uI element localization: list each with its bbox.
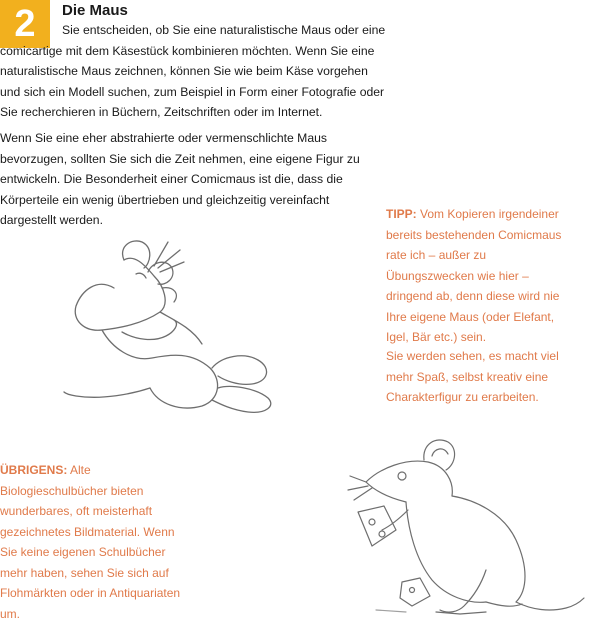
tip-text: Vom Kopieren irgendeiner bereits bestehenden Comicmaus rate ich – außer zu Übungszwecken wie hier – dringend ab, denn diese wird nie Ihre eigene Maus (oder Elefant, Igel, Bär etc.) sein. xyxy=(386,207,562,344)
section-title: Die Maus xyxy=(62,2,128,19)
tip-box xyxy=(386,204,576,348)
intro-text: Sie entscheiden, ob Sie eine naturalistische Maus oder eine comicartige mit dem Käsestück kombinieren möchten. Wenn Sie eine naturalistische Maus zeichnen, können Sie wie beim Käse vorgehen und sich ein Modell suchen, zum Beispiel in Form einer Fotografie oder Sie recherchieren in Büchern, Zeitschriften oder im Internet. xyxy=(0,23,386,119)
note-box xyxy=(0,460,190,624)
note-label: ÜBRIGENS: xyxy=(0,463,68,477)
note-text: Alte Biologieschulbücher bieten wunderbares, oft meisterhaft gezeichnetes Bildmaterial. Wenn Sie keine eigenen Schulbücher mehr haben, sehen Sie sich auf Flohmärkten oder in Antiquariaten um. xyxy=(0,463,181,621)
tip-label: TIPP: xyxy=(386,207,417,221)
tip-box-continued: Sie werden sehen, es macht viel mehr Spaß, selbst kreativ eine Charakterfigur zu erarbeiten. xyxy=(386,349,559,404)
step-number: 2 xyxy=(14,2,36,45)
body-paragraph: Wenn Sie eine eher abstrahierte oder vermenschlichte Maus bevorzugen, sollten Sie sich die Zeit nehmen, eine eigene Figur zu entwickeln. Die Besonderheit einer Comicmaus ist die, dass die Körperteile ein wenig übertrieben und gleichzeitig vereinfacht dargestellt werden. xyxy=(0,131,360,227)
realistic-mouse-with-cheese-sketch xyxy=(336,430,586,630)
intro-paragraph xyxy=(0,20,388,123)
cartoon-mouse-sketch xyxy=(62,228,302,418)
